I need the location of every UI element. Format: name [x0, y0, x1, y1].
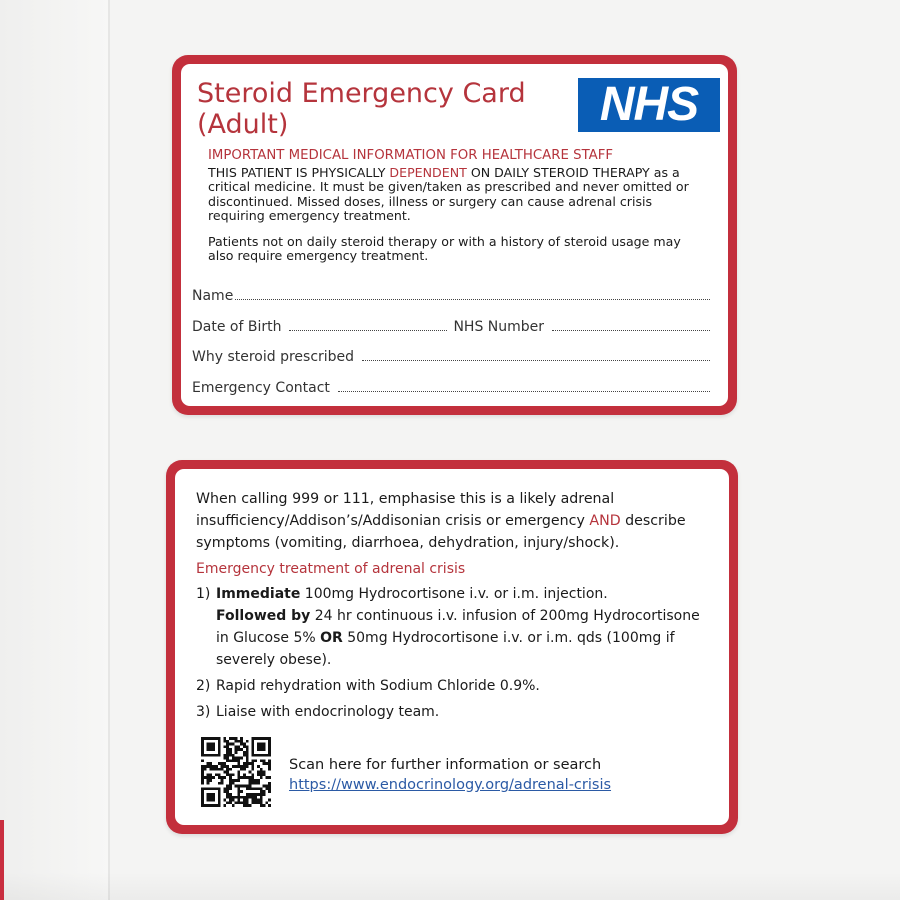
step-number: 3): [196, 704, 211, 720]
para1-text-b: ON DAILY STEROID THERAPY as a critical medicine. It must be given/taken as prescribed and never omitted or discontinued. Missed doses, illness or surgery can cause adrenal crisis requiring emergency treatment.: [208, 165, 689, 224]
paper-background: [0, 0, 110, 900]
intro-text-b: describe symptoms (vomiting, diarrhoea, dehydration, injury/shock).: [196, 513, 686, 551]
dependent-highlight: DEPENDENT: [389, 165, 467, 180]
card-title-line2: (Adult): [197, 109, 289, 140]
para1-text-a: THIS PATIENT IS PHYSICALLY: [208, 165, 390, 180]
treatment-step-2: [196, 675, 706, 697]
emergency-contact-label: Emergency Contact: [192, 380, 330, 396]
name-field[interactable]: [192, 285, 710, 305]
adrenal-crisis-link[interactable]: https://www.endocrinology.org/adrenal-crisis: [289, 777, 612, 793]
step1-text-a: 100mg Hydrocortisone i.v. or i.m. injection.: [300, 586, 608, 602]
dependency-paragraph: [208, 166, 708, 224]
step1-text-b: 24 hr continuous i.v. infusion of 200mg Hydrocortisone in Glucose 5%: [216, 608, 700, 646]
card-front-panel: [181, 64, 728, 406]
and-highlight: AND: [589, 513, 621, 529]
why-steroid-field[interactable]: [192, 346, 710, 366]
dob-nhs-row: [192, 316, 710, 336]
followed-by-label: Followed by: [216, 608, 311, 624]
step-number: 2): [196, 678, 211, 694]
paper-fold: [108, 0, 110, 900]
qr-code-icon[interactable]: [201, 737, 271, 807]
steroid-card-back: [166, 460, 738, 834]
why-steroid-label: Why steroid prescribed: [192, 349, 355, 365]
name-line[interactable]: [235, 285, 710, 300]
or-label: OR: [320, 630, 343, 646]
paper-shadow: [0, 872, 900, 900]
dob-label: Date of Birth: [192, 319, 282, 335]
step1-text-c: 50mg Hydrocortisone i.v. or i.m. qds (100mg if severely obese).: [216, 630, 675, 668]
step3-text: Liaise with endocrinology team.: [216, 704, 440, 720]
name-label: Name: [192, 288, 234, 304]
treatment-step-1: [196, 583, 706, 671]
card-title: [197, 78, 577, 140]
step-number: 1): [196, 586, 211, 602]
scan-text: Scan here for further information or search: [289, 757, 602, 773]
emergency-contact-line[interactable]: [338, 377, 710, 392]
why-steroid-line[interactable]: [362, 346, 710, 361]
nhs-logo: [578, 78, 720, 132]
scan-info: [289, 755, 611, 795]
treatment-step-3: [196, 701, 706, 723]
adjacent-card-edge: [0, 820, 4, 900]
nhs-number-label: NHS Number: [453, 319, 545, 335]
calling-instructions: [196, 488, 726, 554]
dob-line[interactable]: [289, 316, 447, 331]
nhs-logo-text: NHS: [599, 78, 699, 131]
intro-text-a: When calling 999 or 111, emphasise this is a likely adrenal insufficiency/Addison’s/Addisonian crisis or emergency: [196, 491, 615, 529]
nhs-number-line[interactable]: [552, 316, 710, 331]
card-subheading: IMPORTANT MEDICAL INFORMATION FOR HEALTHCARE STAFF: [208, 148, 614, 163]
step2-text: Rapid rehydration with Sodium Chloride 0.9%.: [216, 678, 540, 694]
immediate-label: Immediate: [216, 586, 301, 602]
emergency-contact-field[interactable]: [192, 377, 710, 397]
non-daily-paragraph: Patients not on daily steroid therapy or with a history of steroid usage may also require emergency treatment.: [208, 234, 681, 264]
steroid-card-front: [172, 55, 737, 415]
treatment-heading: Emergency treatment of adrenal crisis: [196, 561, 466, 577]
card-title-line1: Steroid Emergency Card: [197, 78, 526, 109]
card-back-panel: [175, 469, 729, 825]
